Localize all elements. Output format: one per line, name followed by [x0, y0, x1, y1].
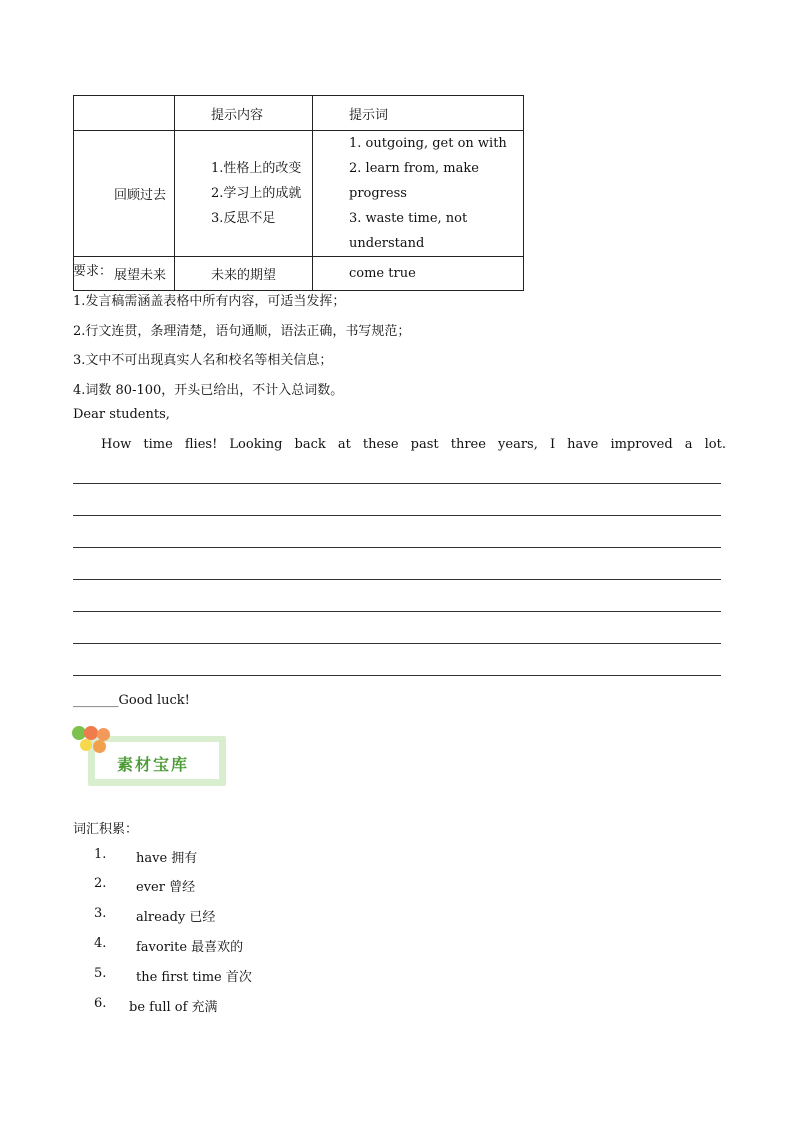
words-cell: come true	[313, 257, 524, 291]
list-number: 2.	[94, 876, 107, 891]
opening-word: back	[294, 437, 326, 452]
answer-line[interactable]	[73, 611, 721, 612]
logo-title: 素材宝库	[117, 755, 190, 774]
flower-icon	[93, 740, 106, 753]
flower-icon	[84, 726, 98, 740]
table-header-cell: 提示内容	[175, 96, 313, 131]
requirement-item: 3.文中不可出现真实人名和校名等相关信息；	[73, 353, 333, 368]
answer-line[interactable]	[73, 579, 721, 580]
hint-table	[73, 95, 524, 291]
list-number: 1.	[94, 847, 107, 862]
words-item: 3. waste time, not understand	[349, 211, 468, 251]
content-cell: 未来的期望	[175, 257, 313, 291]
answer-line[interactable]	[73, 675, 721, 676]
table-header-row	[74, 96, 524, 131]
vocab-title: 词汇积累：	[73, 822, 139, 837]
section-logo	[72, 726, 228, 788]
opening-word: How	[101, 437, 132, 452]
opening-word: I	[549, 437, 556, 452]
letter-closing: _______Good luck!	[73, 693, 190, 708]
row-label: 展望未来	[74, 257, 175, 291]
list-number: 6.	[94, 996, 107, 1011]
words-item: 1. outgoing, get on with	[349, 136, 507, 151]
opening-word: flies!	[184, 437, 218, 452]
words-cell	[313, 131, 524, 257]
opening-word: improved	[610, 437, 673, 452]
list-text: have 拥有	[136, 851, 198, 866]
table-row	[74, 257, 524, 291]
words-item: 2. learn from, make progress	[349, 161, 479, 201]
content-item: 1.性格上的改变	[211, 161, 302, 176]
requirements-title: 要求：	[73, 264, 113, 279]
content-cell	[175, 131, 313, 257]
content-item: 3.反思不足	[211, 211, 276, 226]
table-header-cell: 提示词	[313, 96, 524, 131]
answer-line[interactable]	[73, 515, 721, 516]
row-label: 回顾过去	[74, 131, 175, 257]
list-text: be full of 充满	[129, 1000, 218, 1015]
list-text: ever 曾经	[136, 880, 196, 895]
requirement-item: 4.词数 80-100，开头已给出，不计入总词数。	[73, 383, 344, 398]
answer-line[interactable]	[73, 483, 721, 484]
opening-word: Looking	[229, 437, 283, 452]
opening-word: these	[362, 437, 399, 452]
opening-word: three	[450, 437, 486, 452]
list-number: 3.	[94, 906, 107, 921]
list-text: favorite 最喜欢的	[136, 940, 244, 955]
opening-word: a	[684, 437, 693, 452]
list-text: already 已经	[136, 910, 216, 925]
letter-opening	[101, 437, 726, 452]
list-number: 5.	[94, 966, 107, 981]
opening-word: have	[567, 437, 599, 452]
list-number: 4.	[94, 936, 107, 951]
opening-word: past	[410, 437, 439, 452]
requirement-item: 2.行文连贯，条理清楚，语句通顺，语法正确，书写规范；	[73, 324, 411, 339]
requirement-item: 1.发言稿需涵盖表格中所有内容，可适当发挥；	[73, 294, 346, 309]
letter-greeting: Dear students,	[73, 407, 170, 422]
answer-line[interactable]	[73, 643, 721, 644]
opening-word: years,	[498, 437, 538, 452]
opening-word: at	[337, 437, 351, 452]
table-row	[74, 131, 524, 257]
content-item: 2.学习上的成就	[211, 186, 302, 201]
table-header-cell	[74, 96, 175, 131]
answer-line[interactable]	[73, 547, 721, 548]
opening-word: time	[143, 437, 173, 452]
opening-word: lot.	[704, 437, 726, 452]
flower-icon	[80, 739, 92, 751]
list-text: the first time 首次	[136, 970, 252, 985]
